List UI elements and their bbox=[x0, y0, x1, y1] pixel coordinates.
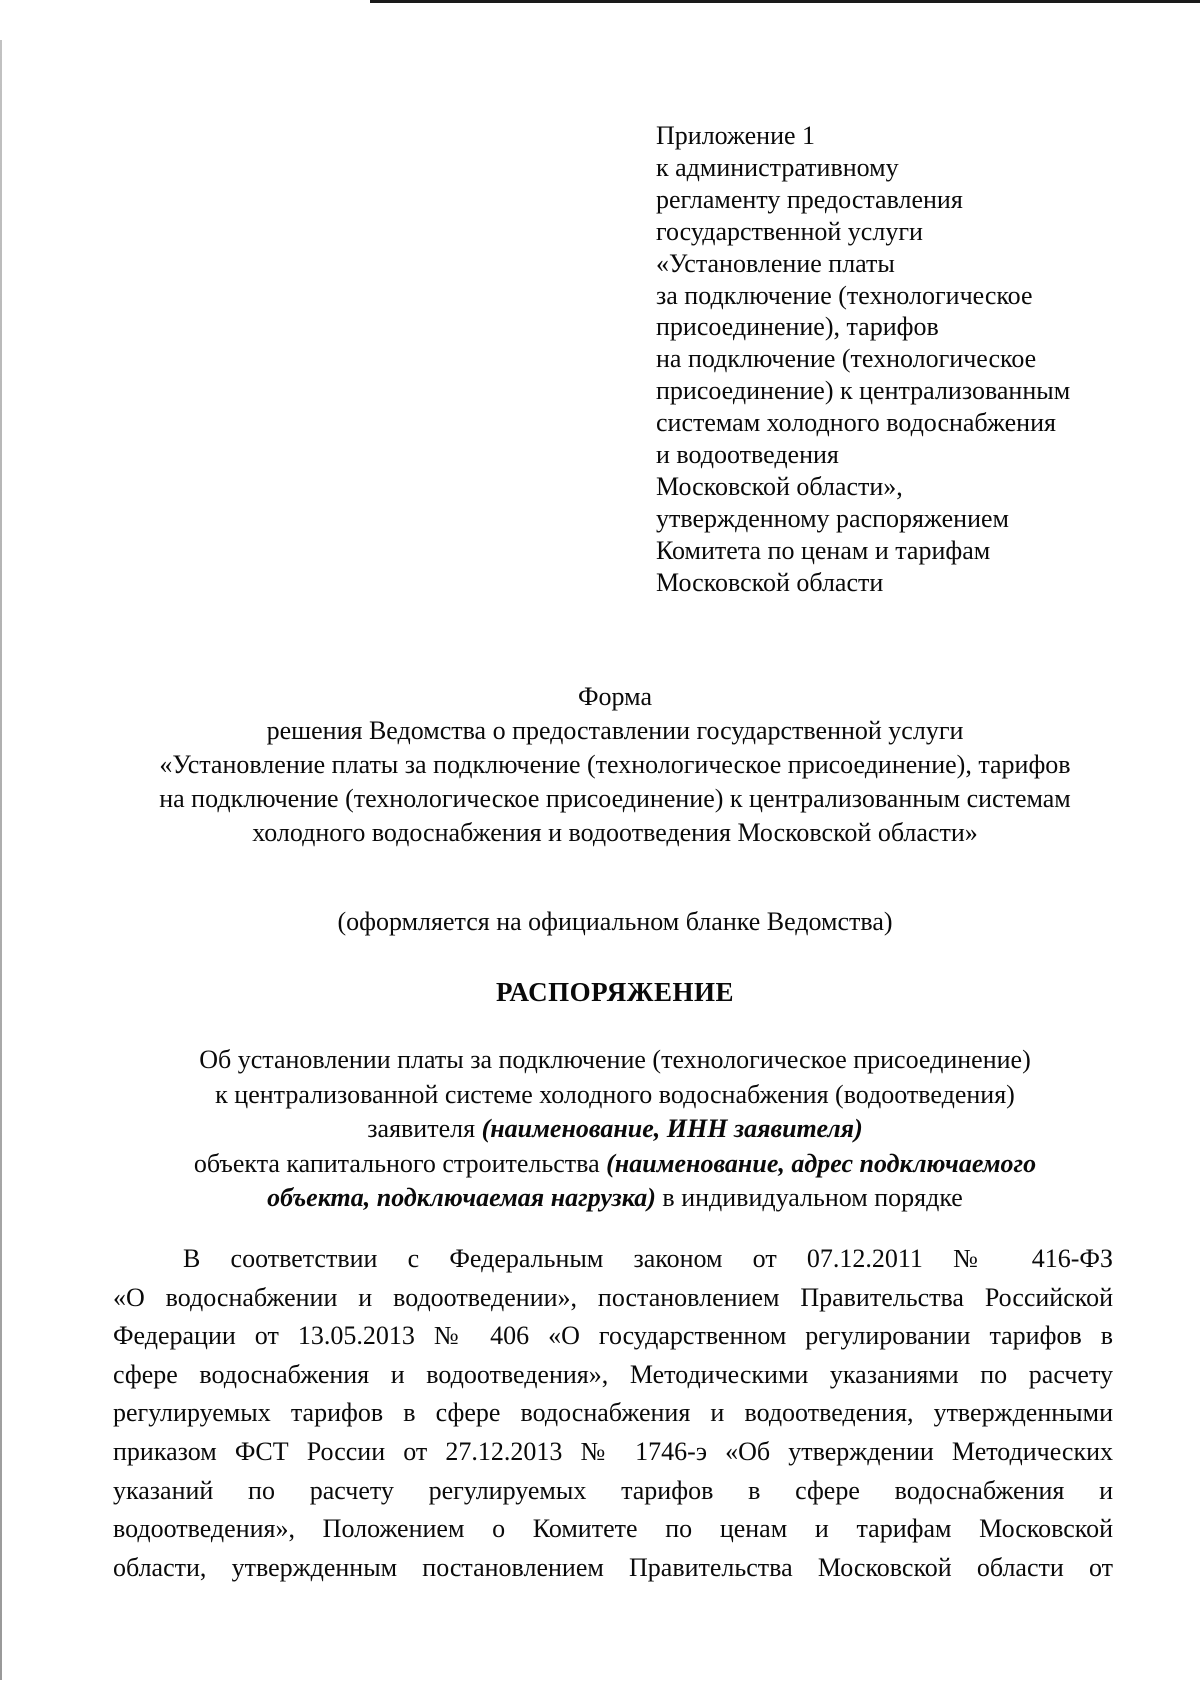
decision-subject bbox=[100, 1043, 1130, 1216]
body-line: водоотведения», Положением о Комитете по ценам и тарифам Московской bbox=[113, 1514, 1113, 1544]
body-line: В соответствии с Федеральным законом от 07.12.2011 № 416-ФЗ bbox=[183, 1244, 1113, 1273]
appendix-line: на подключение (технологическое bbox=[656, 344, 1037, 374]
appendix-header bbox=[656, 120, 1176, 599]
appendix-line: Московской области», bbox=[656, 471, 903, 501]
appendix-line: Комитета по ценам и тарифам bbox=[656, 535, 991, 565]
subject-line bbox=[100, 1147, 1130, 1182]
appendix-line: присоединение) к централизованным bbox=[656, 376, 1071, 406]
appendix-line: к административному bbox=[656, 152, 899, 182]
form-title-line: решения Ведомства о предоставлении государственной услуги bbox=[266, 716, 964, 745]
subject-text: заявителя bbox=[367, 1114, 482, 1143]
body-line: указаний по расчету регулируемых тарифов в сфере водоснабжения и bbox=[113, 1475, 1113, 1505]
appendix-line: и водоотведения bbox=[656, 440, 839, 470]
body-line: Федерации от 13.05.2013 № 406 «О государственном регулировании тарифов в bbox=[113, 1321, 1113, 1351]
body-line: области, утвержденным постановлением Правительства Московской области от bbox=[113, 1552, 1113, 1582]
appendix-line: «Установление платы bbox=[656, 248, 895, 278]
subject-placeholder: (наименование, адрес подключаемого bbox=[606, 1148, 1037, 1178]
appendix-line: присоединение), тарифов bbox=[656, 312, 939, 342]
subject-text: объекта капитального строительства bbox=[193, 1148, 607, 1178]
subject-line: к централизованной системе холодного водоснабжения (водоотведения) bbox=[215, 1079, 1015, 1109]
subject-text: в индивидуальном порядке bbox=[655, 1183, 963, 1212]
scan-left-edge bbox=[0, 40, 2, 1680]
form-title-line: на подключение (технологическое присоединение) к централизованным системам bbox=[159, 784, 1071, 813]
appendix-line: регламенту предоставления bbox=[656, 184, 963, 214]
subject-placeholder: (наименование, ИНН заявителя) bbox=[481, 1114, 863, 1143]
form-title-line: «Установление платы за подключение (технологическое присоединение), тарифов bbox=[159, 750, 1071, 779]
appendix-line: системам холодного водоснабжения bbox=[656, 408, 1056, 438]
subject-line bbox=[100, 1112, 1130, 1147]
form-title bbox=[100, 680, 1130, 850]
blank-note: (оформляется на официальном бланке Ведомства) bbox=[337, 907, 893, 936]
subject-line: Об установлении платы за подключение (технологическое присоединение) bbox=[199, 1045, 1031, 1074]
subject-line bbox=[100, 1181, 1130, 1216]
form-title-line: Форма bbox=[578, 682, 652, 711]
form-title-line: холодного водоснабжения и водоотведения Московской области» bbox=[252, 818, 978, 847]
appendix-line: государственной услуги bbox=[656, 216, 923, 246]
appendix-line: за подключение (технологическое bbox=[656, 280, 1033, 310]
scan-top-edge bbox=[370, 0, 1200, 3]
appendix-line: Приложение 1 bbox=[656, 121, 816, 150]
appendix-line: Московской области bbox=[656, 567, 884, 597]
document-title: РАСПОРЯЖЕНИЕ bbox=[495, 977, 735, 1007]
subject-placeholder: объекта, подключаемая нагрузка) bbox=[267, 1183, 656, 1212]
body-line: сфере водоснабжения и водоотведения», Методическими указаниями по расчету bbox=[113, 1359, 1113, 1389]
appendix-line: утвержденному распоряжением bbox=[656, 503, 1009, 533]
body-line: регулируемых тарифов в сфере водоснабжения и водоотведения, утвержденными bbox=[113, 1398, 1113, 1428]
body-paragraph bbox=[113, 1240, 1113, 1587]
body-line: «О водоснабжении и водоотведении», постановлением Правительства Российской bbox=[113, 1282, 1113, 1312]
body-line: приказом ФСТ России от 27.12.2013 № 1746-э «Об утверждении Методических bbox=[113, 1436, 1113, 1466]
